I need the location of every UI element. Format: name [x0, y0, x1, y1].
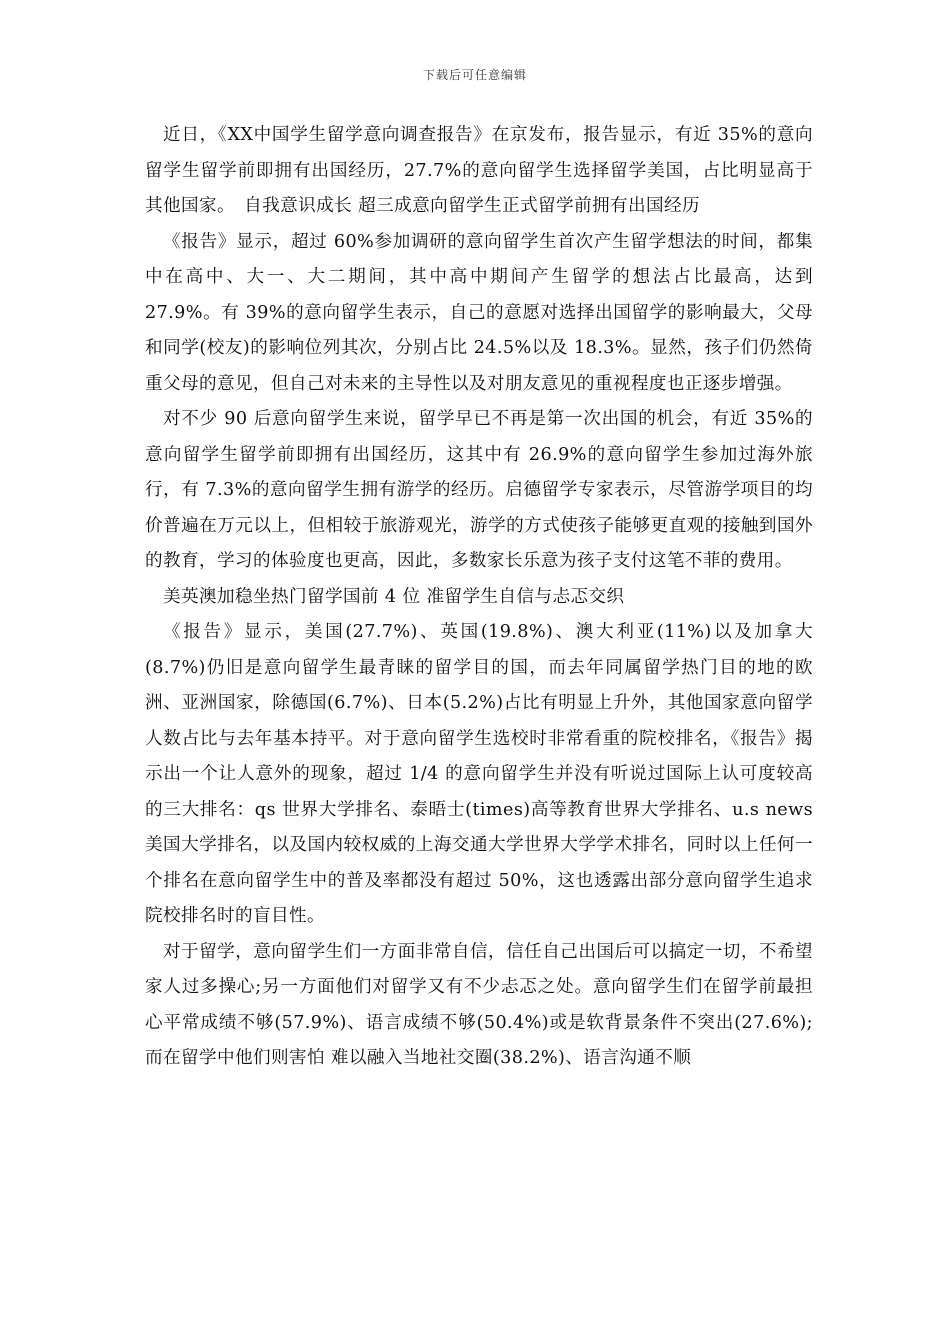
- page-header: 下载后可任意编辑: [422, 68, 527, 82]
- section-heading: 美英澳加稳坐热门留学国前 4 位 准留学生自信与忐忑交织: [163, 586, 625, 607]
- paragraph-intro: 近日，《XX中国学生留学意向调查报告》在京发布，报告显示，有近 35%的意向留学生留学前即拥有出国经历，27.7%的意向留学生选择留学美国，占比明显高于其他国家。 自我意识成长 超三成意向留学生正式留学前拥有出国经历: [145, 125, 813, 216]
- paragraph-confidence-worries: 对于留学，意向留学生们一方面非常自信，信任自己出国后可以搞定一切，不希望家人过多操心;另一方面他们对留学又有不少忐忑之处。意向留学生们在留学前最担心平常成绩不够(57.9%)、语言成绩不够(50.4%)或是软背景条件不突出(27.6%);而在留学中他们则害怕 难以融入当地社交圈(38.2%)、语言沟通不顺: [145, 941, 813, 1068]
- paragraph-travel-experience: 对不少 90 后意向留学生来说，留学早已不再是第一次出国的机会，有近 35%的意向留学生留学前即拥有出国经历，这其中有 26.9%的意向留学生参加过海外旅行，有 7.3%的意向留学生拥有游学的经历。启德留学专家表示，尽管游学项目的均价普遍在万元以上，但相较于旅游观光，游学的方式使孩子能够更直观的接触到国外的教育，学习的体验度也更高，因此，多数家长乐意为孩子支付这笔不菲的费用。: [145, 409, 813, 571]
- paragraph-report-motivation: 《报告》显示，超过 60%参加调研的意向留学生首次产生留学想法的时间，都集中在高中、大一、大二期间，其中高中期间产生留学的想法占比最高，达到 27.9%。有 39%的意向留学生表示，自己的意愿对选择出国留学的影响最大，父母和同学(校友)的影响位列其次，分别占比 24.5%以及 18.3%。显然，孩子们仍然倚重父母的意见，但自己对未来的主导性以及对朋友意见的重视程度也正逐步增强。: [145, 231, 813, 394]
- document-body: [145, 118, 813, 1077]
- paragraph-destinations-rankings: 《报告》显示，美国(27.7%)、英国(19.8%)、澳大利亚(11%)以及加拿大(8.7%)仍旧是意向留学生最青睐的留学目的国，而去年同属留学热门目的地的欧洲、亚洲国家，除德国(6.7%)、日本(5.2%)占比有明显上升外，其他国家意向留学人数占比与去年基本持平。对于意向留学生选校时非常看重的院校排名，《报告》揭示出一个让人意外的现象，超过 1/4 的意向留学生并没有听说过国际上认可度较高的三大排名：qs 世界大学排名、泰晤士(times)高等教育世界大学排名、u.s news 美国大学排名，以及国内较权威的上海交通大学世界大学学术排名，同时以上任何一个排名在意向留学生中的普及率都没有超过 50%，这也透露出部分意向留学生追求院校排名时的盲目性。: [145, 622, 813, 926]
